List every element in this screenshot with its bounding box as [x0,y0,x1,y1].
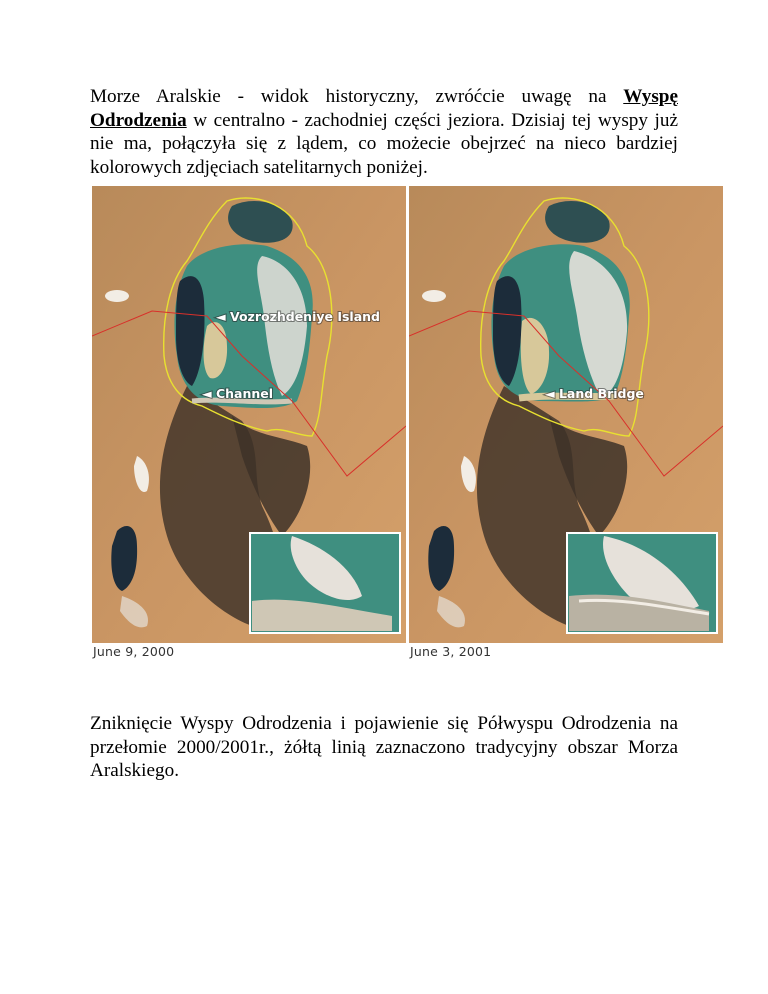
satellite-image-2001 [409,186,723,643]
label-island: ◄ Vozrozhdeniye Island [216,309,380,324]
figure-description-paragraph: Zniknięcie Wyspy Odrodzenia i pojawienie się Półwyspu Odrodzenia na przełomie 2000/2001r., żółtą linią zaznaczono tradycyjny obszar Morza Aralskiego. [90,713,678,781]
caption-2001: June 3, 2001 [410,644,492,659]
satellite-map-2001 [409,186,723,643]
label-land-bridge: ◄ Land Bridge [545,386,644,401]
caption-2000: June 9, 2000 [93,644,175,659]
intro-text-before: Morze Aralskie - widok historyczny, zwróćcie uwagę na [90,86,624,107]
island-name-emphasis: Wyspę Odrodzenia [90,86,678,131]
intro-text-after: w centralno - zachodniej części jeziora. Dzisiaj tej wyspy już nie ma, połączyła się z lądem, co możecie obejrzeć na nieco bardziej kolorowych zdjęciach satelitarnych poniżej. [90,109,678,178]
satellite-map-2000 [92,186,406,643]
intro-paragraph [90,85,678,179]
satellite-image-2000 [92,186,406,643]
label-channel: ◄ Channel [202,386,274,401]
